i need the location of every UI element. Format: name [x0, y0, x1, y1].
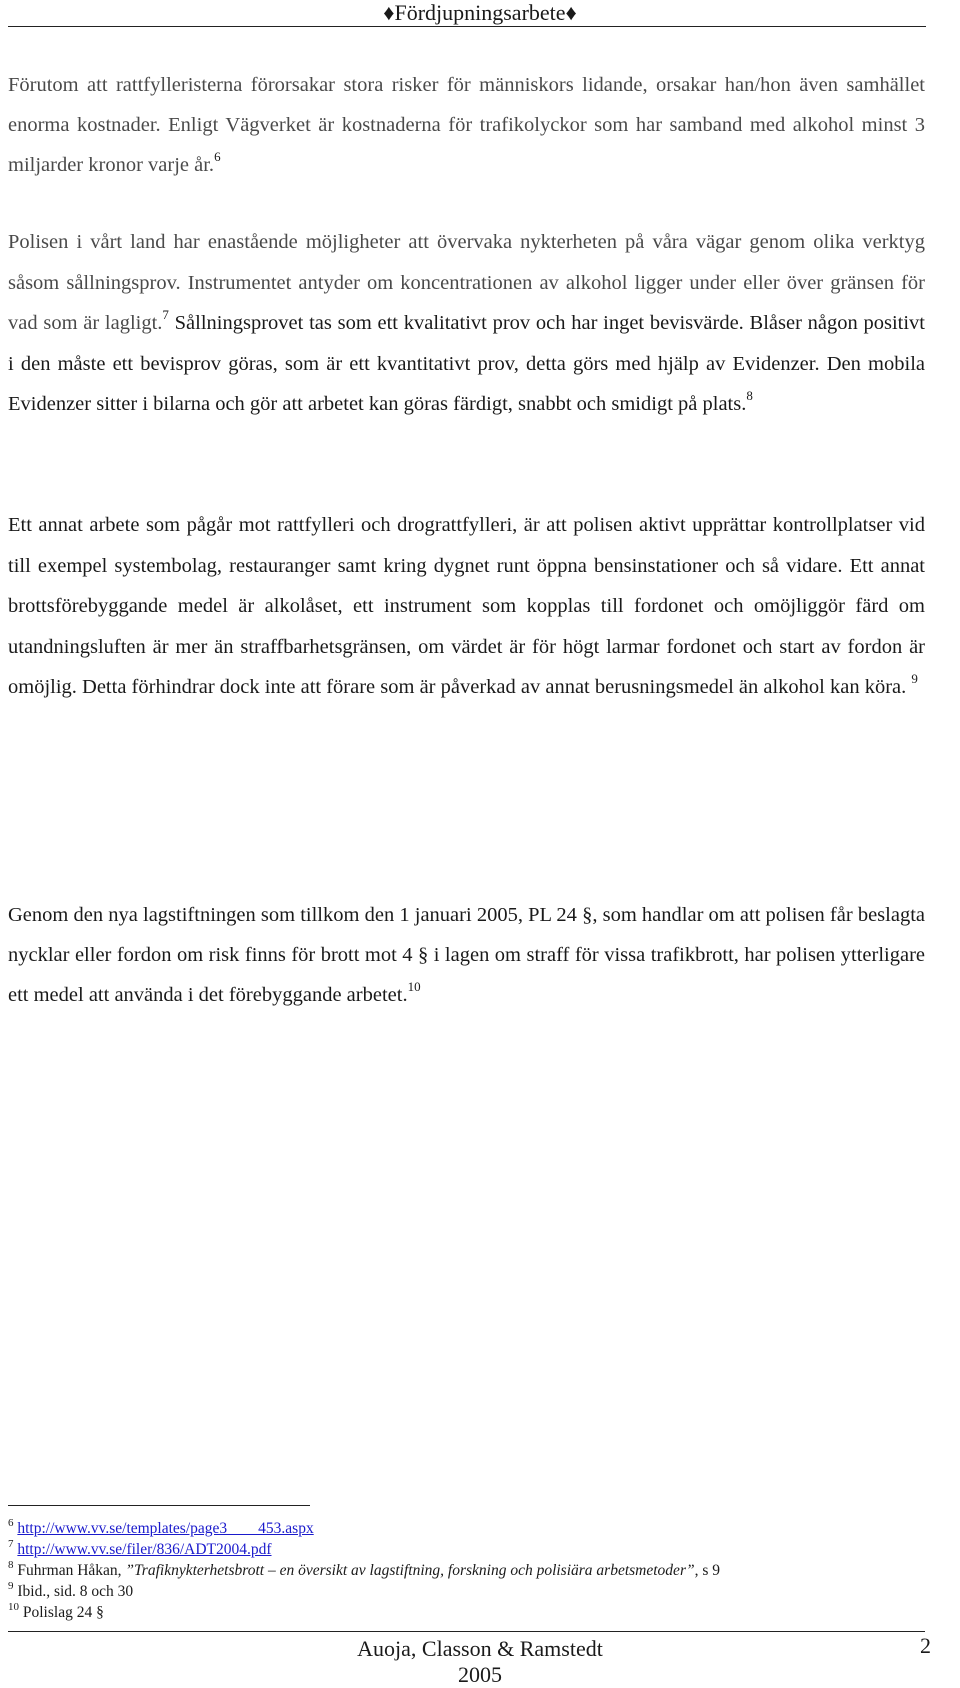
footnote-ref-7[interactable]: 7 — [162, 307, 169, 323]
footnote-author: Fuhrman Håkan, — [17, 1562, 126, 1579]
paragraph-police-tools — [8, 222, 925, 425]
paragraph-legislation — [8, 895, 925, 1015]
paragraph-text: Polisen i vårt land har enastående möjligheter att övervaka nykterheten på våra vägar genom olika verktyg såsom sållningsprov. Instrumentet antyder om koncentrationen av alkohol ligger under eller över gränsen för vad som är lagligt. — [8, 231, 925, 334]
paragraph-text: Genom den nya lagstiftningen som tillkom den 1 januari 2005, PL 24 §, som handlar om att polisen får beslagta nycklar eller fordon om risk finns för brott mot 4 § i lagen om straff för vissa trafikbrott, har polisen ytterligare ett medel att använda i det förebyggande arbetet. — [8, 904, 925, 1006]
footnote-number: 10 — [8, 1600, 19, 1613]
footnote-number: 6 — [8, 1516, 14, 1529]
footer-year: 2005 — [458, 1662, 502, 1687]
footnote-ref-8[interactable]: 8 — [746, 388, 753, 404]
footnote-text: Polislag 24 § — [22, 1604, 104, 1621]
footnote-link[interactable]: http://www.vv.se/filer/836/ADT2004.pdf — [17, 1541, 272, 1558]
footnote-text: Ibid., sid. 8 och 30 — [17, 1583, 134, 1600]
footer-authors: Auoja, Classon & Ramstedt — [357, 1636, 603, 1661]
footnote-9 — [8, 1581, 938, 1602]
footnote-ref-6[interactable]: 6 — [214, 149, 221, 165]
footnote-number: 7 — [8, 1537, 14, 1550]
paragraph-text: Förutom att rattfylleristerna förorsakar stora risker för människors lidande, orsakar han/hon även samhället enorma kostnader. Enligt Vägverket är kostnaderna för trafikolyckor som har samband med alkohol minst 3 miljarder kronor varje år. — [8, 74, 925, 176]
page-number: 2 — [920, 1633, 931, 1658]
footnote-number: 8 — [8, 1558, 14, 1571]
header-divider — [8, 26, 926, 27]
footer-divider — [8, 1631, 925, 1632]
footnote-8 — [8, 1560, 938, 1581]
footnote-7 — [8, 1539, 938, 1560]
footnote-page-ref: , s 9 — [694, 1562, 721, 1579]
footnote-ref-9[interactable]: 9 — [911, 671, 918, 687]
footnote-link[interactable]: http://www.vv.se/templates/page3____453.aspx — [17, 1520, 314, 1537]
footnote-ref-10[interactable]: 10 — [407, 979, 421, 995]
footnote-number: 9 — [8, 1579, 14, 1592]
paragraph-text: Ett annat arbete som pågår mot rattfylleri och drograttfylleri, är att polisen aktivt upprättar kontrollplatser vid till exempel systembolag, restauranger samt kring dygnet runt öppna bensinstationer och så vidare. Ett annat brottsförebyggande medel är alkolåset, ett instrument som kopplas till fordonet och omöjliggör färd om utandningsluften är mer än straffbarhetsgränsen, om värdet är för högt larmar fordonet och start av fordon är omöjlig. Detta förhindrar dock inte att förare som är påverkad av annat berusningsmedel än alkohol kan köra. — [8, 514, 925, 698]
footnote-work-title: ”Trafiknykterhetsbrott – en översikt av lagstiftning, forskning och polisiära arbetsmetoder” — [125, 1562, 695, 1579]
paragraph-costs — [8, 65, 925, 185]
page-header-title: ♦Fördjupningsarbete♦ — [383, 0, 577, 25]
footnote-divider — [8, 1505, 310, 1506]
footnote-10 — [8, 1602, 938, 1623]
paragraph-checkpoints — [8, 505, 925, 708]
footnotes — [8, 1518, 938, 1623]
footnote-6 — [8, 1518, 938, 1539]
paragraph-text: Sållningsprovet tas som ett kvalitativt prov och har inget bevisvärde. Blåser någon positivt i den måste ett bevisprov göras, som är ett kvantitativt prov, detta görs med hjälp av Evidenzer. Den mobila Evidenzer sitter i bilarna och gör att arbetet kan göras färdigt, snabbt och smidigt på plats. — [8, 312, 925, 415]
